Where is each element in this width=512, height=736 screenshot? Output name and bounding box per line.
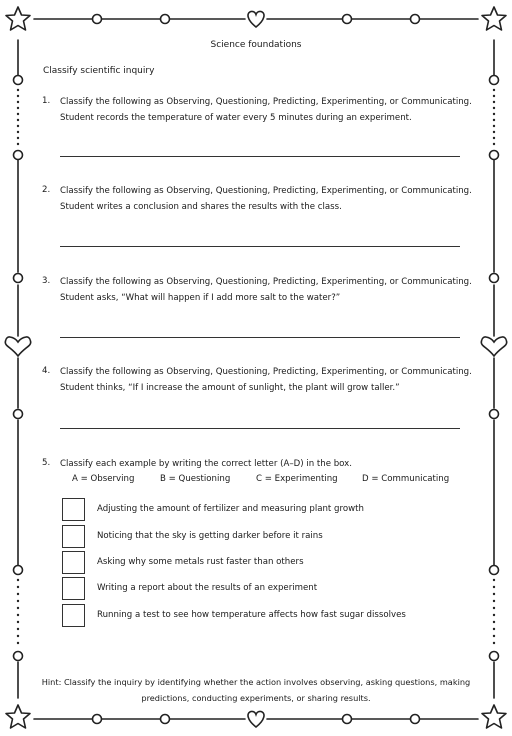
question-number: 1. <box>42 96 51 106</box>
star-icon <box>6 7 30 30</box>
ring-ornament-icon <box>490 652 499 661</box>
star-icon <box>6 705 30 728</box>
question-number: 4. <box>42 366 51 376</box>
ring-ornament-icon <box>343 15 352 24</box>
ring-ornament-icon <box>490 151 499 160</box>
question-number: 2. <box>42 185 51 195</box>
question-instruction: Classify each example by writing the correct letter (A–D) in the box. <box>60 459 352 469</box>
ring-ornament-icon <box>343 715 352 724</box>
question-prompt: Classify the following as Observing, Questioning, Predicting, Experimenting, or Communicating. <box>60 277 472 287</box>
star-icon <box>482 7 506 30</box>
ring-ornament-icon <box>14 566 23 575</box>
question-text: Student asks, “What will happen if I add more salt to the water?” <box>60 293 341 303</box>
question-prompt: Classify the following as Observing, Questioning, Predicting, Experimenting, or Communicating. <box>60 186 472 196</box>
question-number: 5. <box>42 458 51 468</box>
option-a: A = Observing <box>72 474 135 484</box>
answer-line[interactable] <box>60 246 460 247</box>
heart-icon <box>248 711 264 727</box>
example-item: Adjusting the amount of fertilizer and measuring plant growth <box>97 504 364 514</box>
ring-ornament-icon <box>411 15 420 24</box>
question-text: Student records the temperature of water every 5 minutes during an experiment. <box>60 113 412 123</box>
ring-ornament-icon <box>161 15 170 24</box>
hint-text: Hint: Classify the inquiry by identifying whether the action involves observing, asking questions, making predictions, conducting experiments, or sharing results. <box>41 677 471 703</box>
section-title: Classify scientific inquiry <box>43 66 155 76</box>
ring-ornament-icon <box>490 410 499 419</box>
option-d: D = Communicating <box>362 474 450 484</box>
answer-box[interactable] <box>62 577 85 600</box>
question-text: Student thinks, “If I increase the amount of sunlight, the plant will grow taller.” <box>60 383 400 393</box>
heart-icon <box>248 11 264 27</box>
answer-box[interactable] <box>62 525 85 548</box>
ring-ornament-icon <box>93 715 102 724</box>
page-title: Science foundations <box>210 40 302 50</box>
answer-box[interactable] <box>62 551 85 574</box>
ring-ornament-icon <box>161 715 170 724</box>
answer-box[interactable] <box>62 498 85 521</box>
example-item: Writing a report about the results of an experiment <box>97 583 318 593</box>
option-c: C = Experimenting <box>256 474 338 484</box>
example-item: Noticing that the sky is getting darker before it rains <box>97 531 323 541</box>
answer-line[interactable] <box>60 428 460 429</box>
ring-ornament-icon <box>411 715 420 724</box>
ring-ornament-icon <box>14 151 23 160</box>
heart-icon <box>5 337 30 356</box>
question-prompt: Classify the following as Observing, Questioning, Predicting, Experimenting, or Communicating. <box>60 97 472 107</box>
heart-icon <box>481 337 506 356</box>
ring-ornament-icon <box>490 76 499 85</box>
ring-ornament-icon <box>14 274 23 283</box>
question-text: Student writes a conclusion and shares the results with the class. <box>60 202 342 212</box>
ring-ornament-icon <box>93 15 102 24</box>
question-number: 3. <box>42 276 51 286</box>
question-prompt: Classify the following as Observing, Questioning, Predicting, Experimenting, or Communicating. <box>60 367 472 377</box>
example-item: Running a test to see how temperature affects how fast sugar dissolves <box>97 610 406 620</box>
ring-ornament-icon <box>490 274 499 283</box>
answer-line[interactable] <box>60 156 460 157</box>
example-item: Asking why some metals rust faster than others <box>97 557 304 567</box>
ring-ornament-icon <box>14 76 23 85</box>
ring-ornament-icon <box>14 410 23 419</box>
answer-line[interactable] <box>60 337 460 338</box>
ring-ornament-icon <box>14 652 23 661</box>
star-icon <box>482 705 506 728</box>
ring-ornament-icon <box>490 566 499 575</box>
answer-box[interactable] <box>62 604 85 627</box>
option-b: B = Questioning <box>160 474 231 484</box>
